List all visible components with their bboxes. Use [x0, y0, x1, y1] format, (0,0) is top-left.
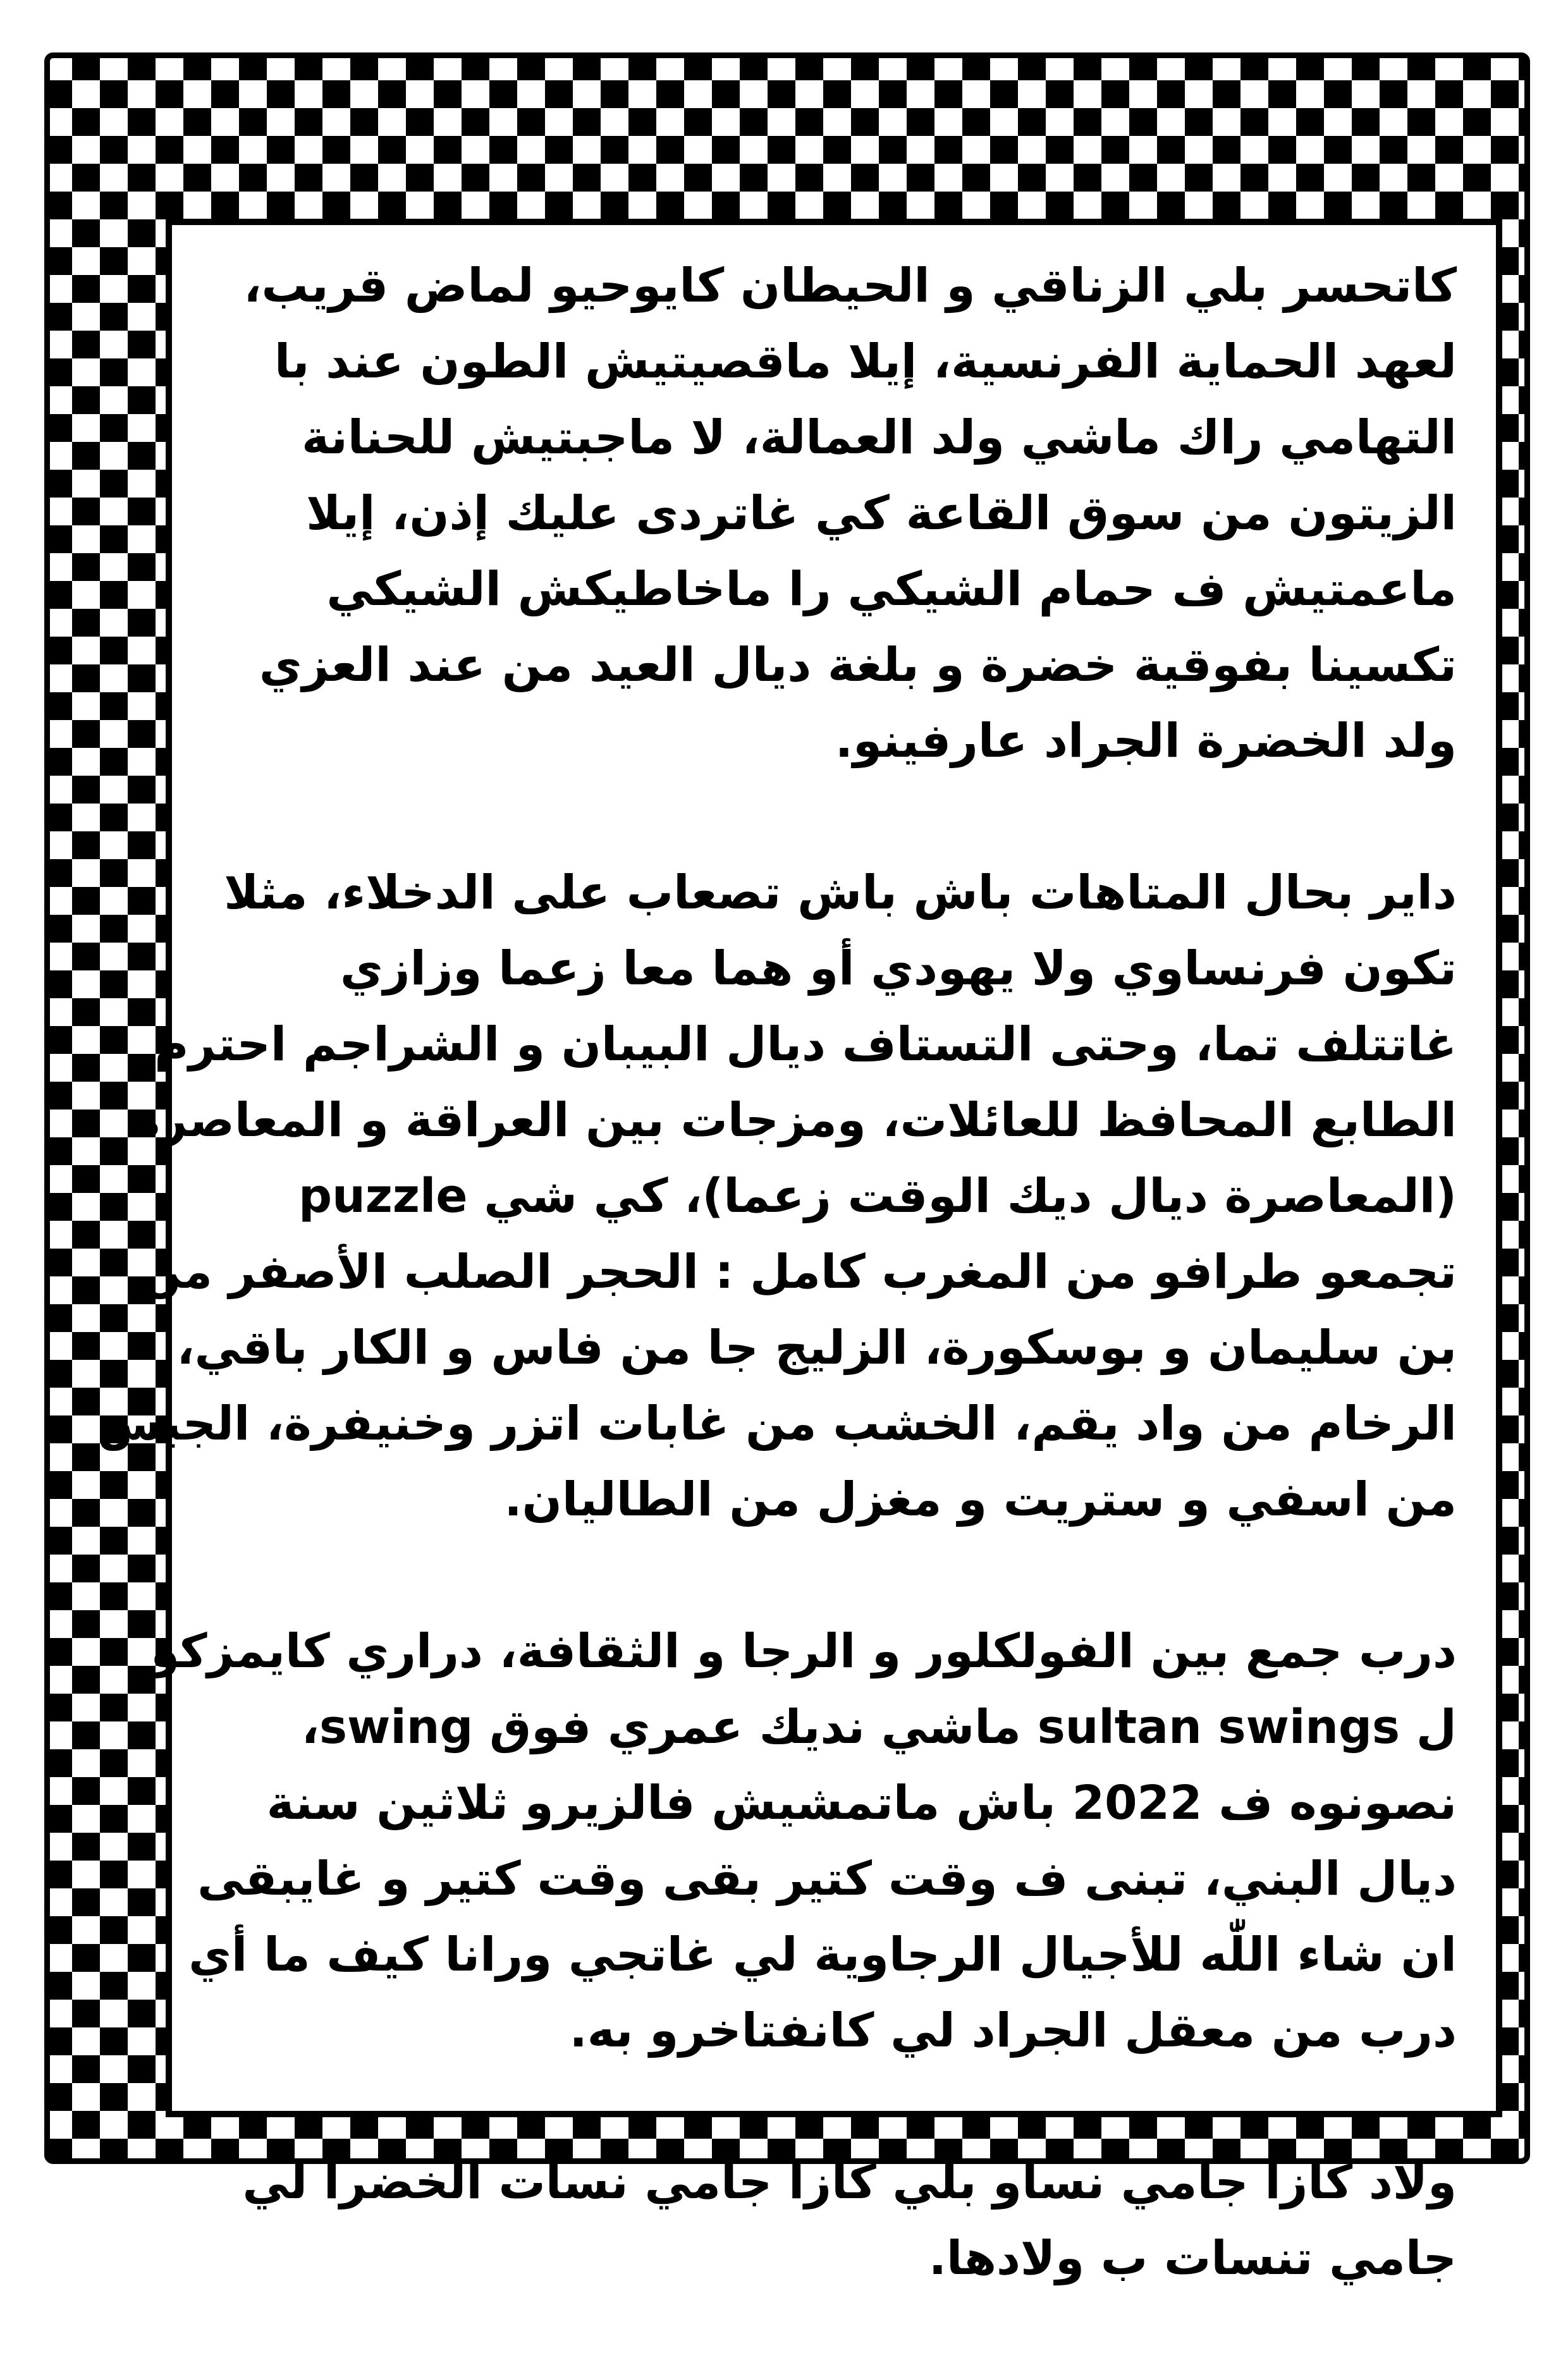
- text-line: لعهد الحماية الفرنسية، إيلا ماقصيتيش الطون عند با: [274, 334, 1457, 389]
- text-line: تكون فرنساوي ولا يهودي أو هما معا زعما وزازي: [340, 941, 1457, 996]
- text-line: ان شاء اللّٰه للأجيال الرجاوية لي غاتجي ورانا كيف ما أي: [188, 1928, 1457, 1982]
- paragraph-1: [242, 248, 1457, 779]
- text-line: ولاد كازا جامي نساو بلي كازا جامي نسات الخضرا لي: [242, 2155, 1457, 2210]
- text-line: تكسينا بفوقية خضرة و بلغة ديال العيد من عند العزي: [259, 638, 1457, 692]
- paragraph-3: [150, 1613, 1457, 2069]
- text-line: بن سليمان و بوسكورة، الزليج جا من فاس و الكار باقي،: [176, 1321, 1457, 1375]
- paragraph-4: [242, 2144, 1457, 2296]
- text-line: غاتتلف تما، وحتى التستاف ديال البيبان و الشراجم احترم: [154, 1017, 1457, 1072]
- text-line: درب من معقل الجراد لي كانفتاخرو به.: [569, 2003, 1457, 2058]
- text-line: (المعاصرة ديال ديك الوقت زعما)، كي شي puzzle: [298, 1169, 1457, 1223]
- text-line: ماعمتيش ف حمام الشيكي را ماخاطيكش الشيكي: [326, 562, 1457, 616]
- text-line: درب جمع بين الفولكلور و الرجا و الثقافة، دراري كايمزكو: [150, 1624, 1457, 1678]
- text-line: الطابع المحافظ للعائلات، ومزجات بين العراقة و المعاصرة: [132, 1093, 1457, 1147]
- text-line: داير بحال المتاهات باش باش تصعاب على الدخلاء، مثلا: [224, 865, 1457, 920]
- text-line: تجمعو طرافو من المغرب كامل : الحجر الصلب الأصفر من: [141, 1245, 1457, 1299]
- document-body: [97, 248, 1457, 2372]
- text-panel: [97, 219, 1502, 2285]
- text-line: ل sultan swings ماشي نديك عمري فوق swing،: [301, 1700, 1457, 1754]
- text-line: الزيتون من سوق القاعة كي غاتردى عليك إذن، إيلا: [306, 486, 1457, 541]
- text-line: جامي تنسات ب ولادها.: [928, 2231, 1457, 2285]
- checkered-border-frame: [44, 52, 1530, 2285]
- text-line: التهامي راك ماشي ولد العمالة، لا ماجبتيش للحنانة: [302, 410, 1457, 465]
- text-line: كاتحسر بلي الزناقي و الحيطان كايوحيو لماض قريب،: [243, 259, 1457, 313]
- text-line: الرخام من واد يقم، الخشب من غابات اتزر وخنيفرة، الجبس: [97, 1397, 1457, 1451]
- text-line: ولد الخضرة الجراد عارفينو.: [835, 714, 1457, 768]
- text-line: ديال البني، تبنى ف وقت كتير بقى وقت كتير و غايبقى: [197, 1852, 1457, 1906]
- text-line: نصونوه ف 2022 باش ماتمشيش فالزيرو ثلاثين سنة: [266, 1776, 1457, 1830]
- paragraph-2: [97, 855, 1457, 1538]
- text-line: من اسفي و ستريت و مغزل من الطاليان.: [504, 1472, 1457, 1527]
